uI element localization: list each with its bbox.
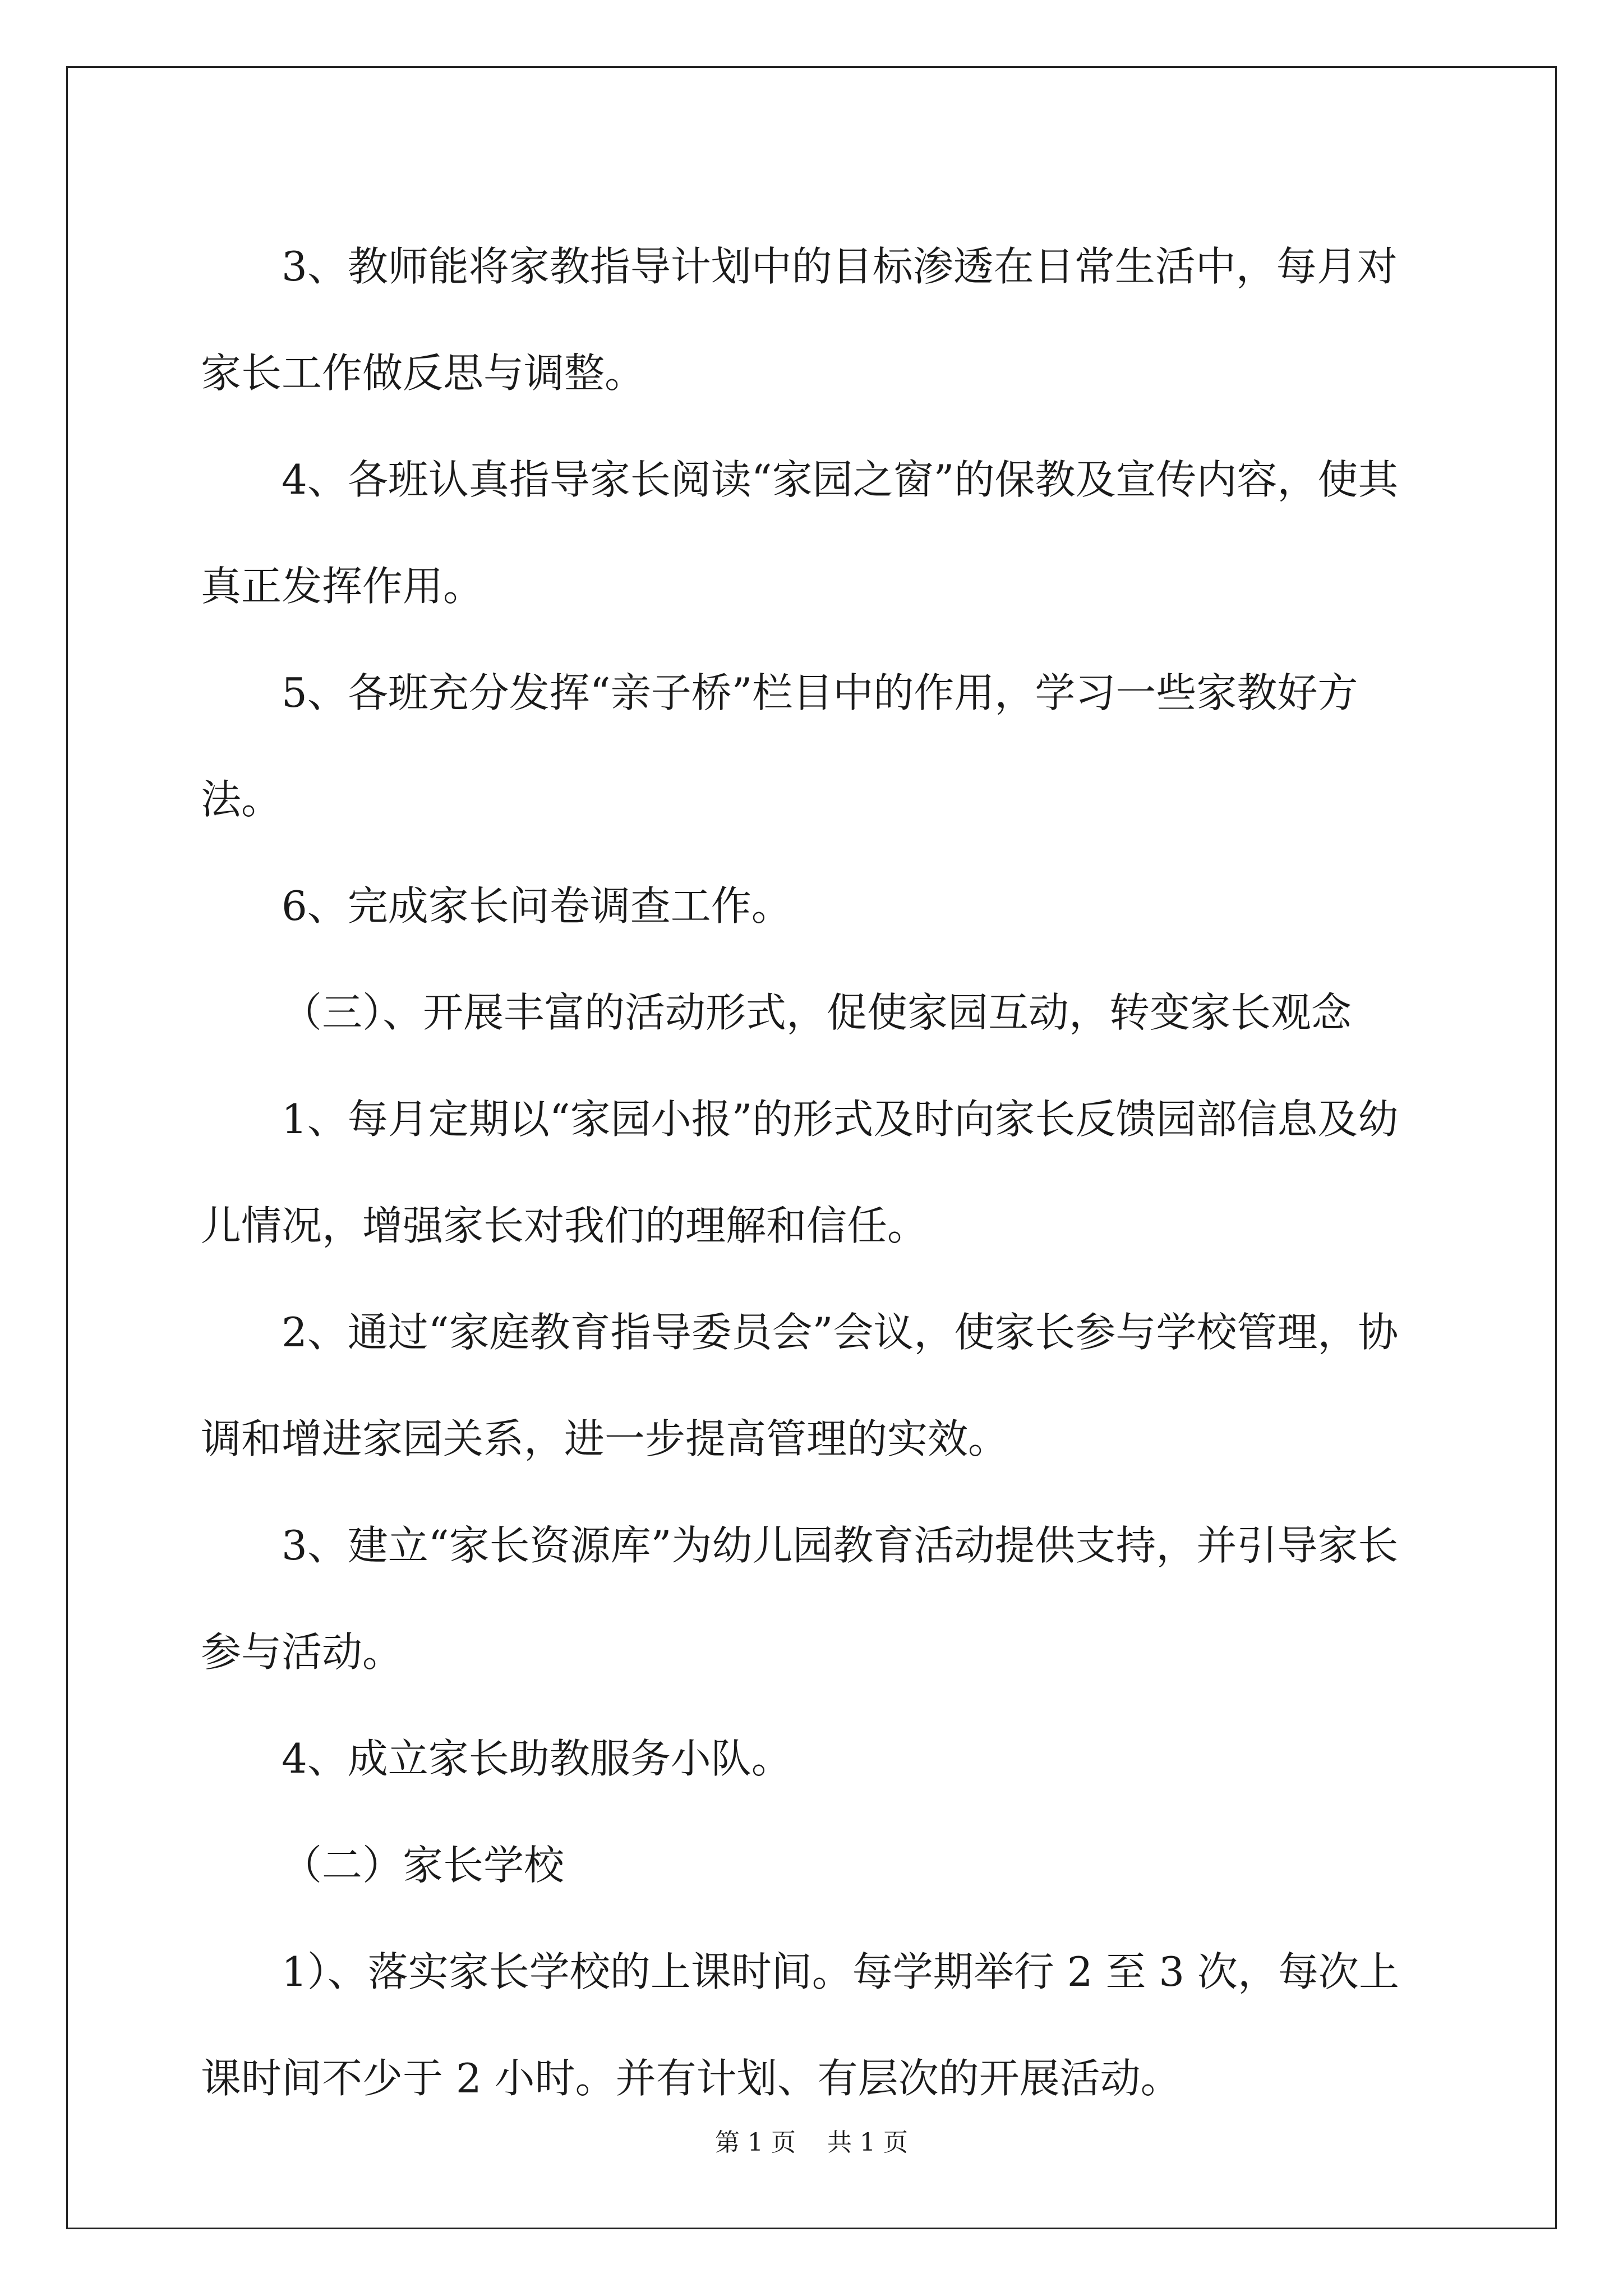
paragraph: 4、成立家长助教服务小队。	[282, 1735, 792, 1782]
page-footer	[0, 2126, 1623, 2160]
paragraph: 3、建立“家长资源库”为幼儿园教育活动提供支持，并引导家长参与活动。	[201, 1522, 1399, 1676]
paragraph: 4、各班认真指导家长阅读“家园之窗”的保教及宣传内容，使其真正发挥作用。	[201, 456, 1399, 610]
paragraph: 1、每月定期以“家园小报”的形式及时向家长反馈园部信息及幼儿情况，增强家长对我们的理解和信任。	[201, 1096, 1399, 1249]
section-heading: （三）、开展丰富的活动形式，促使家园互动，转变家长观念	[282, 989, 1352, 1036]
paragraph: 5、各班充分发挥“亲子桥”栏目中的作用，学习一些家教好方法。	[201, 669, 1358, 823]
document-body	[201, 213, 1429, 2132]
paragraph: 6、完成家长问卷调查工作。	[282, 882, 792, 930]
page-total: 共 1 页	[827, 2128, 908, 2157]
page-number: 第 1 页	[715, 2128, 796, 2157]
paragraph: 1）、落实家长学校的上课时间。每学期举行 2 至 3 次，每次上课时间不少于 2 小时。并有计划、有层次的开展活动。	[201, 1948, 1399, 2102]
paragraph: 2、通过“家庭教育指导委员会”会议，使家长参与学校管理，协调和增进家园关系，进一步提高管理的实效。	[201, 1309, 1399, 1462]
paragraph: 3、教师能将家教指导计划中的目标渗透在日常生活中，每月对家长工作做反思与调整。	[201, 243, 1398, 397]
section-heading: （二）家长学校	[282, 1842, 565, 1889]
